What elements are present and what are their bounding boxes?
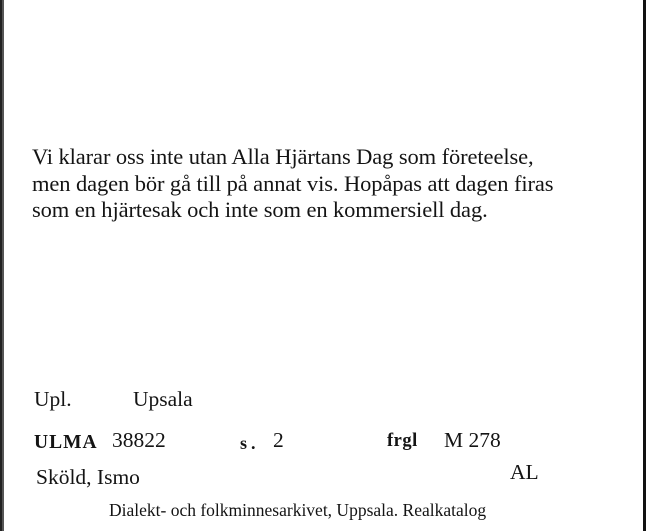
page-number: 2 (273, 428, 284, 452)
region-abbrev: Upl. (34, 387, 72, 411)
archive-number: 38822 (112, 428, 166, 452)
archive-label: ULMA (34, 432, 98, 453)
response-text (32, 144, 553, 224)
response-line: Vi klarar oss inte utan Alla Hjärtans Dag som företeelse, (32, 144, 534, 169)
recorder-initials: AL (510, 460, 539, 484)
response-line: som en hjärtesak och inte som en kommersiell dag. (32, 197, 488, 222)
response-line: men dagen bör gå till på annat vis. Hopåpas att dagen firas (32, 170, 554, 196)
question-label: frgl (387, 431, 418, 451)
question-code: M 278 (444, 428, 501, 452)
archive-footer: Dialekt- och folkminnesarkivet, Uppsala. Realkatalog (109, 500, 487, 520)
informant-name: Sköld, Ismo (36, 465, 140, 489)
place-name: Upsala (133, 387, 193, 411)
page-label: s. (240, 433, 260, 453)
